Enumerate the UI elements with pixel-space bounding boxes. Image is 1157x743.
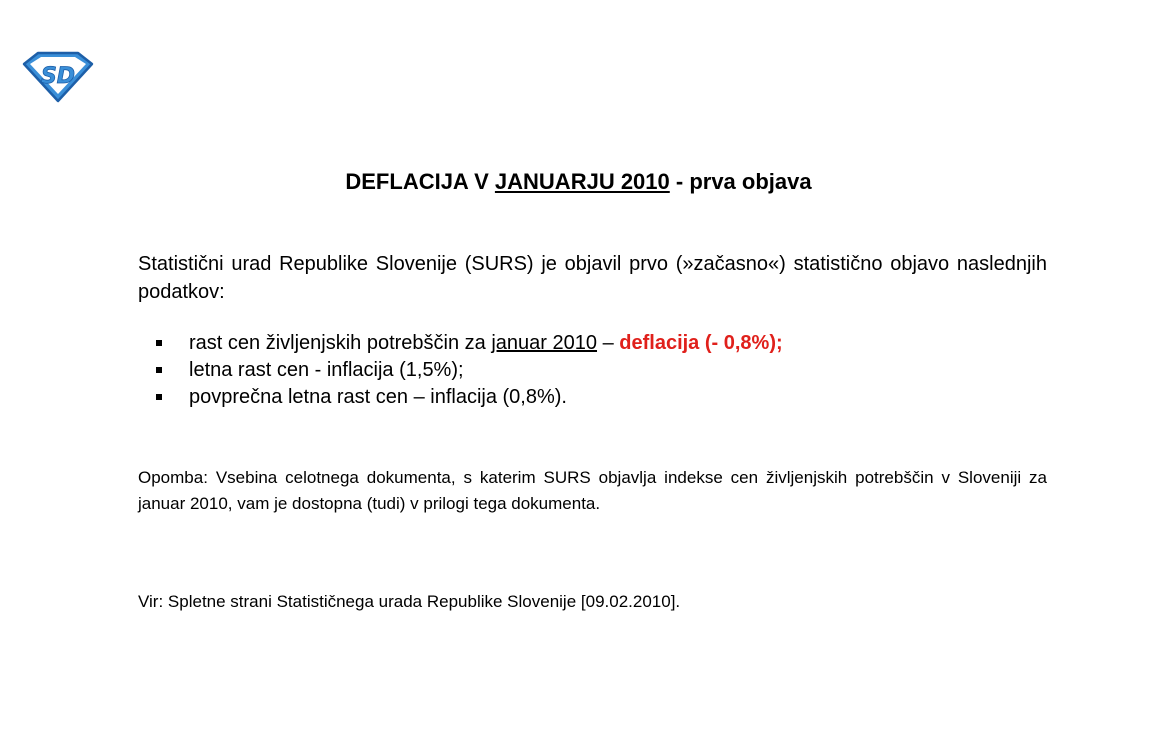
bullet-item-annual: [155, 357, 1055, 384]
title-part-3: - prva objava: [669, 169, 812, 194]
bullet-item-average: [155, 384, 1055, 411]
title-part-1: DEFLACIJA V: [345, 169, 495, 194]
document-title: [0, 168, 1157, 196]
square-bullet-icon: [156, 340, 162, 346]
bullet-1-month: januar 2010: [491, 332, 598, 354]
bullet-1-text: rast cen življenjskih potrebščin za: [189, 332, 492, 354]
bullet-3-text: povprečna letna rast cen – inflacija (0,8%).: [189, 386, 567, 408]
bullet-2-text: letna rast cen - inflacija (1,5%);: [189, 359, 464, 381]
bullet-list: [155, 330, 1055, 411]
bullet-1-highlight: deflacija (- 0,8%);: [619, 332, 783, 354]
bullet-1-dash: –: [597, 332, 620, 354]
sd-shield-logo-icon: [20, 50, 96, 104]
square-bullet-icon: [156, 394, 162, 400]
note-paragraph: Opomba: Vsebina celotnega dokumenta, s katerim SURS objavlja indekse cen življenjskih potrebščin v Sloveniji za januar 2010, vam je dostopna (tudi) v prilogi tega dokumenta.: [138, 468, 1047, 513]
bullet-item-monthly: [155, 330, 1055, 357]
title-month: JANUARJU 2010: [494, 169, 670, 194]
square-bullet-icon: [156, 367, 162, 373]
intro-paragraph: Statistični urad Republike Slovenije (SURS) je objavil prvo (»začasno«) statistično objavo naslednjih podatkov:: [138, 253, 1047, 303]
source-line: Vir: Spletne strani Statističnega urada Republike Slovenije [09.02.2010].: [138, 592, 681, 611]
svg-text:SD: SD: [40, 64, 76, 89]
